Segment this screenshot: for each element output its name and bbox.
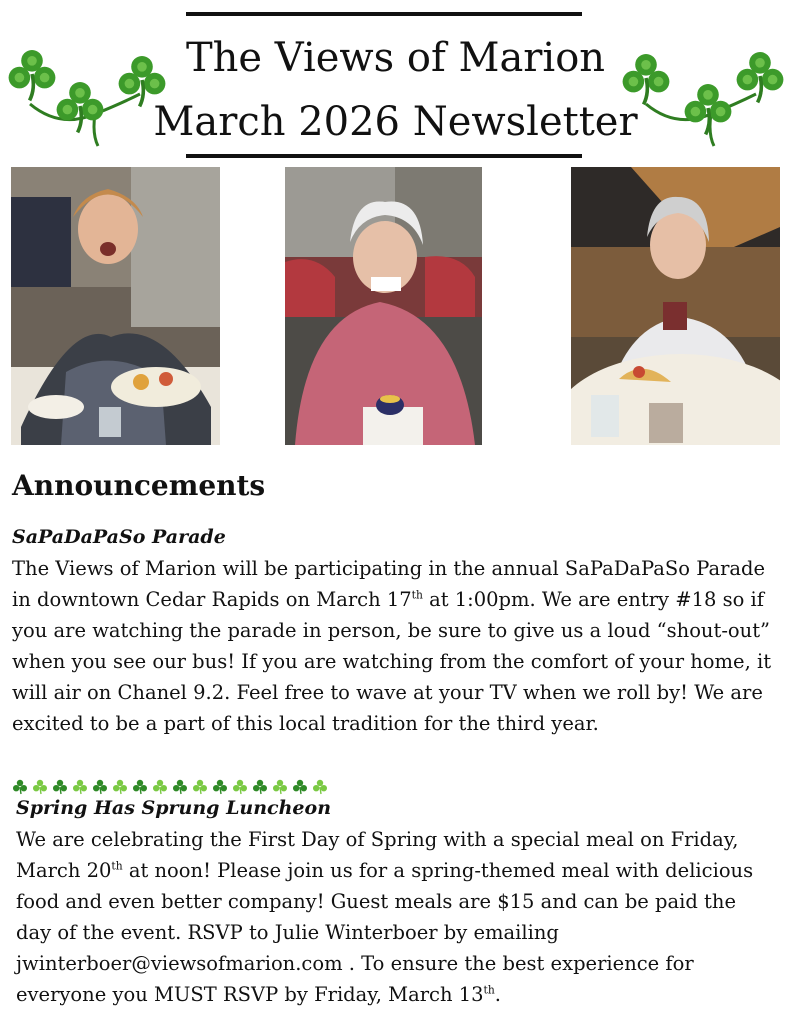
luncheon-heading: Spring Has Sprung Luncheon xyxy=(16,797,332,819)
parade-date-suffix: th xyxy=(411,588,423,602)
newsletter-title-line2: March 2026 Newsletter xyxy=(153,99,638,145)
header-bottom-rule xyxy=(186,154,582,158)
luncheon-paragraph xyxy=(16,824,760,1010)
luncheon-date-suffix-1: th xyxy=(111,859,123,873)
parade-text-part1: The Views of Marion will be participating in the annual SaPaDaPaSo Parade in downtown Cedar Rapids on March 17 xyxy=(12,557,766,611)
shamrock-cluster-right-icon xyxy=(616,34,791,149)
luncheon-date-suffix-2: th xyxy=(483,983,495,997)
parade-heading: SaPaDaPaSo Parade xyxy=(12,526,226,548)
photo-resident-with-taco xyxy=(571,167,780,445)
header-top-rule xyxy=(186,12,582,16)
luncheon-text-part2: at noon! Please join us for a spring-themed meal with delicious food and even better company! Guest meals are $15 and can be paid the day of the event. RSVP to Julie Winterboer by emailing jwinterboer@viewsofmarion.com . To ensure the best experience for everyone you MUST RSVP by Friday, March 13 xyxy=(16,859,754,1006)
photo-resident-at-dinner xyxy=(11,167,220,445)
luncheon-text-part1: We are celebrating the First Day of Spring with a special meal on Friday, March 20 xyxy=(16,828,739,882)
parade-paragraph xyxy=(12,553,772,739)
parade-text-part2: at 1:00pm. We are entry #18 so if you are watching the parade in person, be sure to give us a loud “shout-out” when you see our bus! If you are watching from the comfort of your home, it will air on Chanel 9.2. Feel free to wave at your TV when we roll by! We are excited to be a part of this local tradition for the third year. xyxy=(12,588,772,735)
photo-resident-with-dessert xyxy=(285,167,482,445)
shamrock-cluster-left-icon xyxy=(0,34,175,149)
newsletter-title-line1: The Views of Marion xyxy=(185,35,606,81)
luncheon-text-part3: . xyxy=(494,983,501,1006)
announcements-heading: Announcements xyxy=(12,469,266,502)
